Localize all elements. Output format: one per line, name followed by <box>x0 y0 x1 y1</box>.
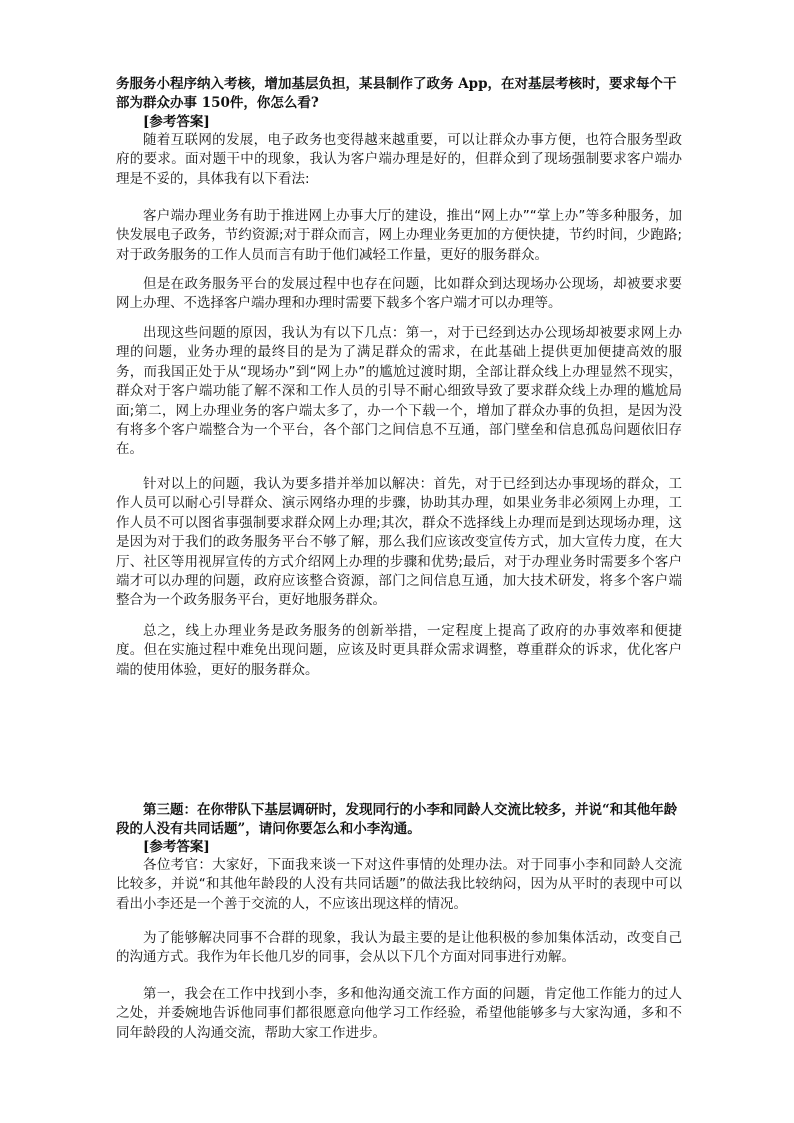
question-title: 务服务小程序纳入考核，增加基层负担，某县制作了政务 App，在对基层考核时，要求每个干部为群众办事 150件，你怎么看? <box>116 76 677 111</box>
paragraph: 随着互联网的发展，电子政务也变得越来越重要，可以让群众办事方便，也符合服务型政府的要求。面对题干中的现象，我认为客户端办理是好的，但群众到了现场强制要求客户端办理是不妥的，具体我有以下看法: <box>116 132 682 187</box>
answer-label: [参考答案] <box>143 114 210 130</box>
paragraph: 各位考官：大家好，下面我来谈一下对这件事情的处理办法。对于同事小李和同龄人交流比较多，并说“和其他年龄段的人没有共同话题”的做法我比较纳闷，因为从平时的表现中可以看出小李还是一个善于交流的人，不应该出现这样的情况。 <box>116 857 682 912</box>
paragraph: 总之，线上办理业务是政务服务的创新举措，一定程度上提高了政府的办事效率和便捷度。但在实施过程中难免出现问题，应该及时更具群众需求调整，尊重群众的诉求，优化客户端的使用体验，更好的服务群众。 <box>116 623 682 678</box>
paragraph: 第一，我会在工作中找到小李，多和他沟通交流工作方面的问题，肯定他工作能力的过人之处，并委婉地告诉他同事们都很愿意向他学习工作经验，希望他能够多与大家沟通，多和不同年龄段的人沟通交流，帮助大家工作进步。 <box>116 986 682 1041</box>
question-title: 第三题：在你带队下基层调研时，发现同行的小李和同龄人交流比较多，并说“和其他年龄段的人没有共同话题”，请问你要怎么和小李沟通。 <box>116 802 678 837</box>
paragraph: 为了能够解决同事不合群的现象，我认为最主要的是让他积极的参加集体活动，改变自己的沟通方式。我作为年长他几岁的同事，会从以下几个方面对同事进行劝解。 <box>116 930 682 966</box>
answer-label: [参考答案] <box>143 839 210 855</box>
paragraph: 但是在政务服务平台的发展过程中也存在问题，比如群众到达现场办公现场，却被要求要网上办理、不选择客户端办理和办理时需要下载多个客户端才可以办理等。 <box>116 276 682 312</box>
paragraph: 客户端办理业务有助于推进网上办事大厅的建设，推出“网上办”“掌上办”等多种服务，加快发展电子政务，节约资源;对于群众而言，网上办理业务更加的方便快捷，节约时间，少跑路;对于政务服务的工作人员而言有助于他们减轻工作量，更好的服务群众。 <box>116 208 682 263</box>
paragraph: 出现这些问题的原因，我认为有以下几点：第一，对于已经到达办公现场却被要求网上办理的问题，业务办理的最终目的是为了满足群众的需求，在此基础上提供更加便捷高效的服务，而我国正处于从“现场办”到“网上办”的尴尬过渡时期，全部让群众线上办理显然不现实，群众对于客户端功能了解不深和工作人员的引导不耐心细致导致了要求群众线上办理的尴尬局面;第二，网上办理业务的客户端太多了，办一个下载一个，增加了群众办事的负担，是因为没有将多个客户端整合为一个平台，各个部门之间信息不互通，部门壁垒和信息孤岛问题依旧存在。 <box>116 325 682 458</box>
paragraph: 针对以上的问题，我认为要多措并举加以解决：首先，对于已经到达办事现场的群众，工作人员可以耐心引导群众、演示网络办理的步骤，协助其办理，如果业务非必须网上办理，工作人员不可以图省事强制要求群众网上办理;其次，群众不选择线上办理而是到达现场办理，这是因为对于我们的政务服务平台不够了解，那么我们应该改变宣传方式，加大宣传力度，在大厅、社区等用视屏宣传的方式介绍网上办理的步骤和优势;最后，对于办理业务时需要多个客户端才可以办理的问题，政府应该整合资源，部门之间信息互通，加大技术研发，将多个客户端整合为一个政务服务平台，更好地服务群众。 <box>116 476 682 609</box>
